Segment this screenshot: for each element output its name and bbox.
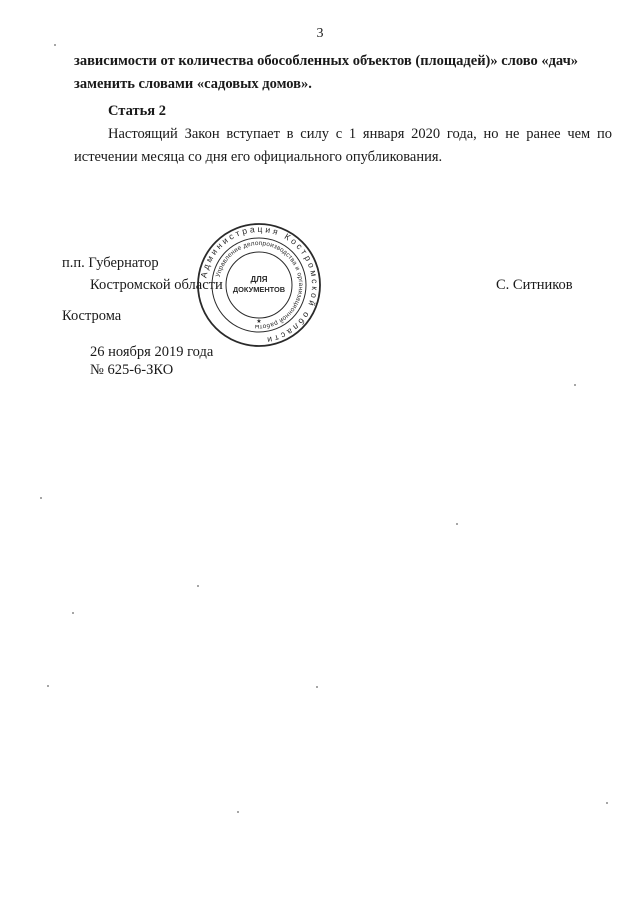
scan-speck — [47, 685, 49, 687]
scan-speck — [456, 523, 458, 525]
scan-speck — [72, 612, 74, 614]
stamp-center-line-2: ДОКУМЕНТОВ — [232, 285, 286, 294]
signatory-name: С. Ситников — [496, 277, 573, 293]
signatory-position-line-2: Костромской области — [90, 277, 223, 293]
law-number: № 625-6-ЗКО — [90, 362, 174, 378]
scan-speck — [316, 686, 318, 688]
scan-speck — [574, 384, 576, 386]
amendment-line-1: зависимости от количества обособленных объектов (площадей)» слово «дач» — [74, 53, 579, 69]
signing-date: 26 ноября 2019 года — [90, 344, 214, 360]
stamp-star-bottom: ★ — [256, 319, 262, 325]
page-number: 3 — [316, 26, 324, 41]
amendment-text — [74, 50, 612, 96]
article-heading: Статья 2 — [108, 103, 166, 119]
stamp-seal-graphic — [196, 222, 322, 348]
stamp-inner-text: Управление делопроизводства и организационной работы — [214, 239, 305, 331]
scan-speck — [237, 811, 239, 813]
place-of-signing: Кострома — [62, 308, 122, 324]
article-text: Настоящий Закон вступает в силу с 1 января 2020 года, но не ранее чем по истечении месяца со дня его официального опубликования. — [74, 126, 612, 165]
stamp-center-line-1: ДЛЯ — [250, 275, 268, 284]
scan-speck — [40, 497, 42, 499]
scan-speck — [54, 44, 56, 46]
stamp-outer-text: Администрация Костромской области — [198, 223, 321, 346]
amendment-line-2: заменить словами «садовых домов». — [74, 76, 312, 92]
scan-speck — [197, 585, 199, 587]
article-paragraph — [74, 123, 612, 169]
official-stamp — [196, 222, 322, 348]
scan-speck — [606, 802, 608, 804]
signatory-position-line-1: п.п. Губернатор — [62, 255, 159, 271]
